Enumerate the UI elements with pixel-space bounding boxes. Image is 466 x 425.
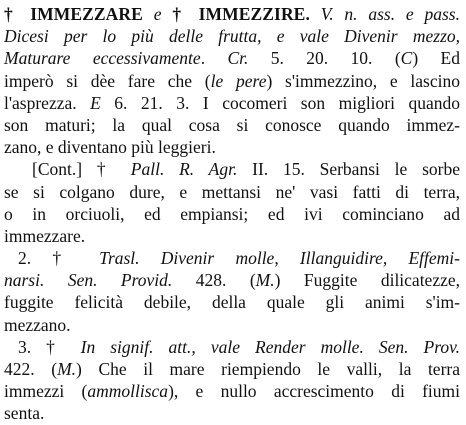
text-line xyxy=(4,92,460,114)
text-segment: ) s'immezzino, e lascino xyxy=(266,70,460,91)
italic-text: ammollisca xyxy=(87,381,169,402)
italic-text: E xyxy=(90,92,101,113)
text-line xyxy=(4,380,460,402)
text-segment: o in orciuoli, ed empiansi; ed ivi cominciano ad xyxy=(4,203,460,224)
text-line xyxy=(4,114,460,136)
paragraph-sense-2 xyxy=(4,247,460,336)
text-segment: se si colgano dure, e mettansi ne' vasi fatti di terra, xyxy=(4,181,460,202)
text-line xyxy=(4,181,460,203)
text-segment: . xyxy=(200,48,228,69)
entry-immezzare xyxy=(4,3,460,158)
text-line xyxy=(4,336,460,358)
paragraph-sense-3 xyxy=(4,336,460,425)
italic-text: C xyxy=(400,48,413,69)
text-line xyxy=(4,314,460,336)
text-line xyxy=(4,3,460,25)
italic-text: le pere xyxy=(210,70,267,91)
text-segment: 2. † xyxy=(18,248,100,269)
italic-text: In signif. att., vale Render molle. Sen. Prov. xyxy=(80,336,460,357)
text-segment: immezzi ( xyxy=(4,381,88,402)
text-segment: imperò si dèe fare che ( xyxy=(4,70,211,91)
text-segment: ) Che il mare riempiendo le valli, la terra xyxy=(76,359,460,379)
text-line xyxy=(4,358,460,380)
italic-text: e xyxy=(142,4,173,24)
text-segment: senta. xyxy=(4,403,45,424)
text-segment: fuggite felicità debile, della quale gli animi s'im- xyxy=(4,292,460,313)
text-segment: ), e nullo accrescimento di fiumi xyxy=(168,381,460,402)
italic-text: Pall. R. Agr. xyxy=(130,159,238,180)
text-segment: 422. ( xyxy=(4,359,58,379)
italic-text: Cr. xyxy=(227,48,249,69)
text-line xyxy=(4,203,460,225)
text-line xyxy=(4,158,460,180)
text-segment: mezzano. xyxy=(4,314,71,335)
text-line xyxy=(4,136,460,158)
italic-text: V. n. ass. e pass. xyxy=(309,4,460,24)
italic-text: M. xyxy=(57,359,77,379)
italic-text: Trasl. Divenir molle, Illanguidire, Effemi- xyxy=(99,248,460,269)
text-line xyxy=(4,269,460,291)
text-line xyxy=(4,402,460,424)
text-segment: [Cont.] † xyxy=(32,159,131,180)
text-segment: 6. 21. 3. I cocomeri son migliori quando xyxy=(100,92,460,113)
dictionary-page xyxy=(4,3,460,425)
text-segment: 3. † xyxy=(18,336,81,357)
text-segment: immezzare. xyxy=(4,225,86,246)
text-segment: ) Fuggite dilicatezze, xyxy=(274,270,461,291)
italic-text: Dicesi per lo più delle frutta, e vale Divenir mezzo, xyxy=(4,26,460,47)
headword: † IMMEZZARE xyxy=(4,4,143,24)
text-segment: II. 15. Serbansi le sorbe xyxy=(237,159,460,180)
text-line xyxy=(4,47,460,69)
text-line xyxy=(4,25,460,47)
text-segment: ) Ed xyxy=(412,48,460,69)
text-segment: zano, e diventano più leggieri. xyxy=(4,137,216,158)
italic-text: narsi. Sen. Provid. xyxy=(4,270,173,291)
text-line xyxy=(4,291,460,313)
text-line xyxy=(4,225,460,247)
text-segment: 428. ( xyxy=(172,270,256,291)
text-segment: l'asprezza. xyxy=(4,92,91,113)
italic-text: M. xyxy=(255,270,275,291)
paragraph-cont-pall xyxy=(4,158,460,247)
italic-text: Maturare eccessivamente xyxy=(4,48,201,69)
text-segment: 5. 20. 10. ( xyxy=(248,48,401,69)
text-segment: son maturi; la qual cosa si conosce quando immez- xyxy=(4,114,460,135)
headword: † IMMEZZIRE. xyxy=(172,4,310,24)
text-line xyxy=(4,70,460,92)
text-line xyxy=(4,247,460,269)
